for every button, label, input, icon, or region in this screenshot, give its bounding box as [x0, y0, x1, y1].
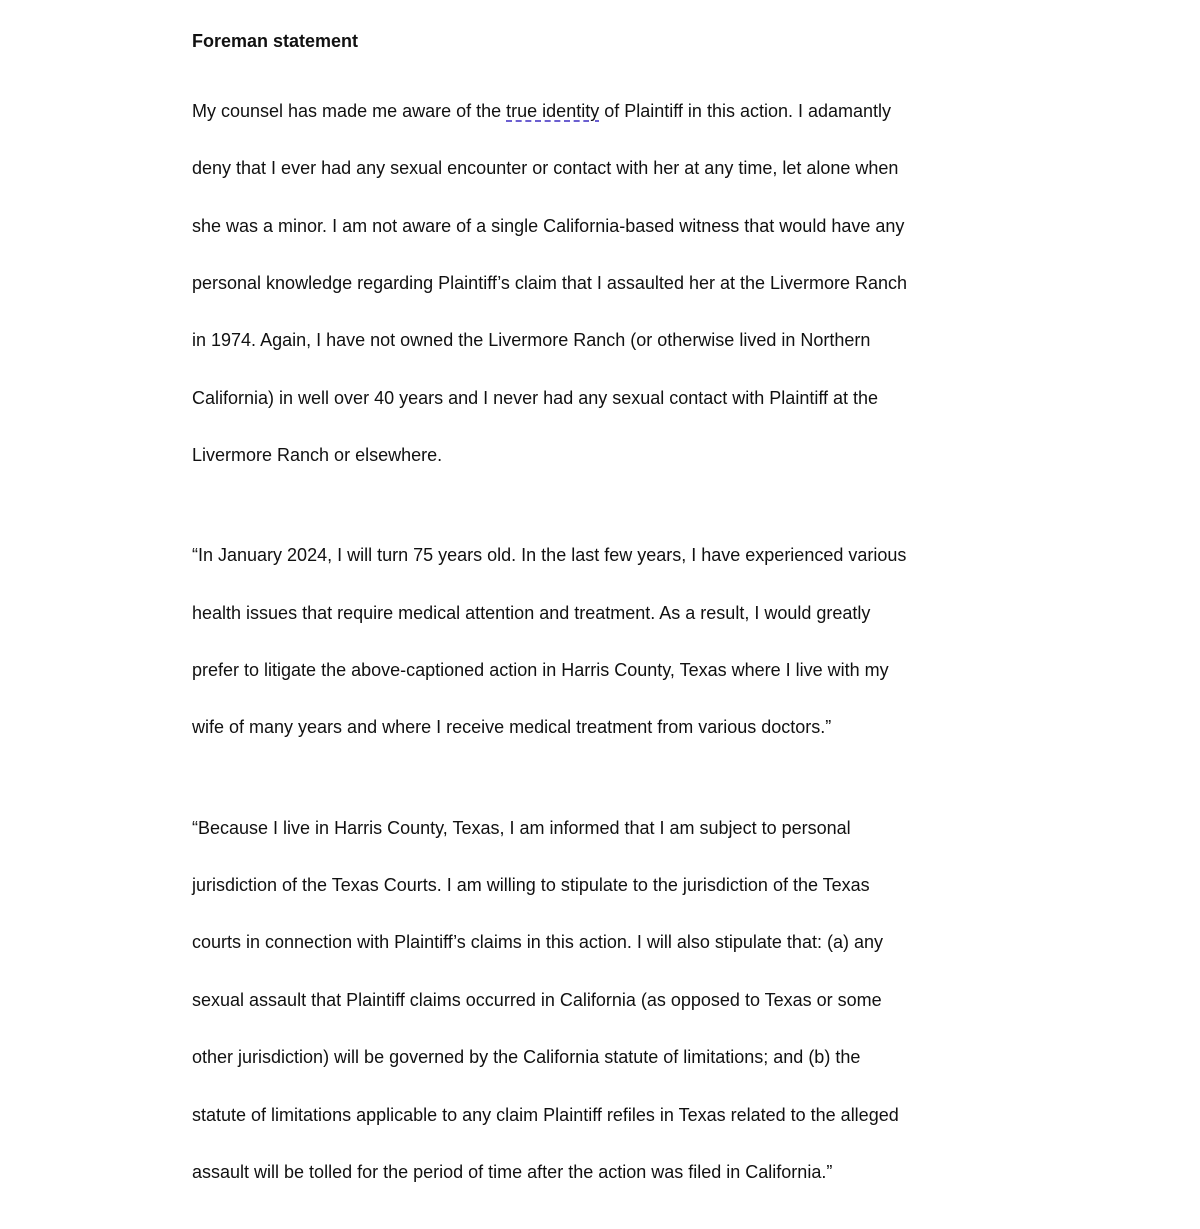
paragraph-line: California) in well over 40 years and I never had any sexual contact with Plaintiff at the — [192, 387, 879, 408]
grammar-suggestion-underline[interactable]: true identity — [506, 100, 600, 121]
paragraph-line: jurisdiction of the Texas Courts. I am willing to stipulate to the jurisdiction of the Texas — [192, 874, 870, 895]
paragraph-3 — [192, 785, 1012, 1216]
paragraph-line: “In January 2024, I will turn 75 years old. In the last few years, I have experienced various — [192, 545, 907, 566]
paragraph-line: deny that I ever had any sexual encounter or contact with her at any time, let alone when — [192, 158, 899, 179]
paragraph-line: Livermore Ranch or elsewhere. — [192, 445, 443, 466]
paragraph-line: statute of limitations applicable to any claim Plaintiff refiles in Texas related to the alleged — [192, 1104, 899, 1125]
text-run: of Plaintiff in this action. I adamantly — [599, 100, 892, 121]
document-heading: Foreman statement — [192, 31, 359, 51]
paragraph-line: wife of many years and where I receive medical treatment from various doctors.” — [192, 717, 832, 738]
paragraph-line: prefer to litigate the above-captioned action in Harris County, Texas where I live with my — [192, 660, 889, 681]
paragraph-line: other jurisdiction) will be governed by the California statute of limitations; and (b) the — [192, 1047, 861, 1068]
document-body — [192, 28, 1012, 1229]
paragraph-2 — [192, 513, 1012, 771]
paragraph-1 — [192, 68, 1012, 499]
paragraph-line: in 1974. Again, I have not owned the Livermore Ranch (or otherwise lived in Northern — [192, 330, 871, 351]
paragraph-line: assault will be tolled for the period of time after the action was filed in California.” — [192, 1162, 833, 1183]
paragraph-line: courts in connection with Plaintiff’s claims in this action. I will also stipulate that: (a) any — [192, 932, 883, 953]
paragraph-line: personal knowledge regarding Plaintiff’s claim that I assaulted her at the Livermore Ranch — [192, 272, 908, 293]
text-run: My counsel has made me aware of the — [192, 100, 507, 121]
paragraph-line — [192, 97, 1012, 126]
paragraph-line: health issues that require medical attention and treatment. As a result, I would greatly — [192, 602, 871, 623]
paragraph-line: sexual assault that Plaintiff claims occurred in California (as opposed to Texas or some — [192, 989, 882, 1010]
paragraph-line: “Because I live in Harris County, Texas, I am informed that I am subject to personal — [192, 817, 851, 838]
paragraph-line: she was a minor. I am not aware of a single California-based witness that would have any — [192, 215, 905, 236]
